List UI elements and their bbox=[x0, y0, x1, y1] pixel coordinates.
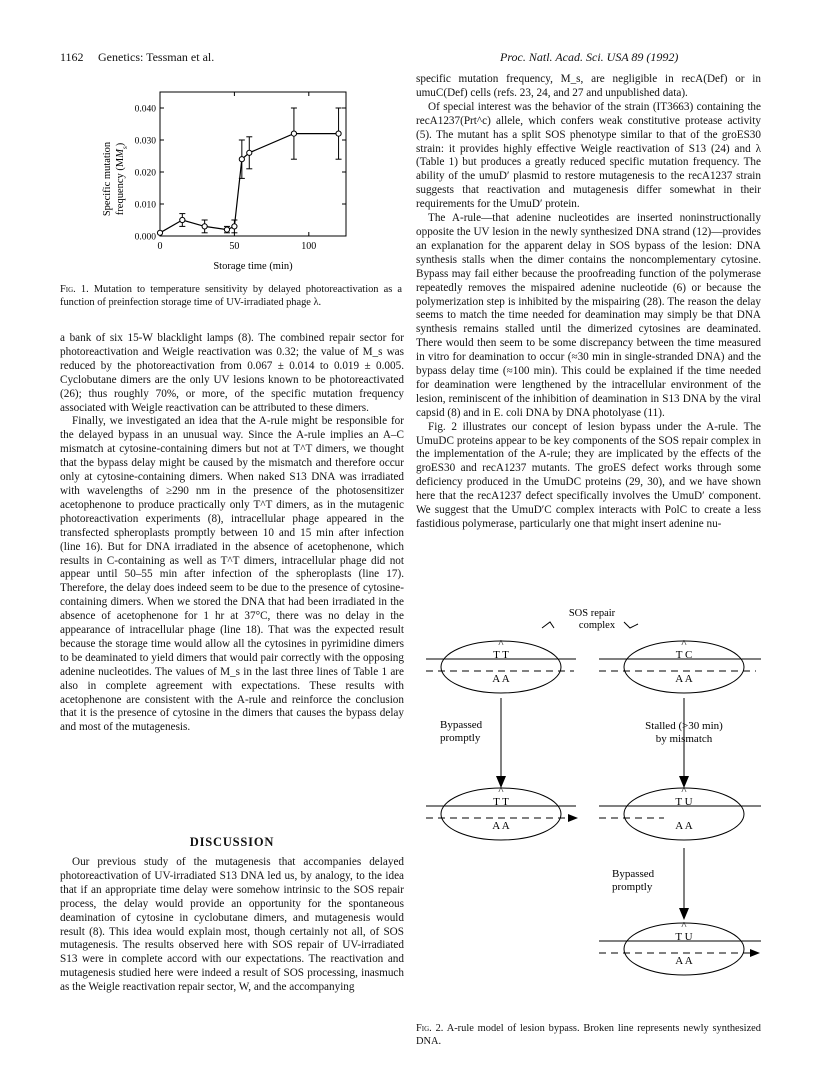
data-point bbox=[224, 227, 229, 232]
data-point bbox=[247, 150, 252, 155]
duplex-tt-bypassed bbox=[426, 785, 578, 840]
figure-1-chart bbox=[88, 84, 378, 274]
page-number: 1162 bbox=[60, 50, 84, 64]
data-point bbox=[291, 131, 296, 136]
arrow-bypassed-right bbox=[679, 848, 689, 920]
opposite-aa: A A bbox=[675, 673, 693, 685]
paragraph: Fig. 2 illustrates our concept of lesion bypass under the A-rule. The UmuDC proteins appear to be key components of the SOS repair complex in the implementation of the A-rule; they are implicated by the effects of the groES30 and recA1237 mutants. The groES defect works through some deficiency produced in the UmuDC proteins (29, 30), and we have shown here that the recA1237 defect specifically involves the UmuD′ component. We suggest that the UmuD′C complex interacts with PolC to create a less fastidious polymerase, particularly one that might insert adenine nu- bbox=[416, 420, 761, 530]
opposite-aa: A A bbox=[492, 820, 510, 832]
arrow-bypassed-left bbox=[496, 698, 506, 788]
dimer-tc: T C bbox=[675, 649, 693, 661]
figure-1-caption bbox=[60, 283, 402, 309]
bypassed-label-line2: promptly bbox=[612, 881, 653, 893]
hat-mark: ^ bbox=[681, 920, 687, 932]
x-tick-label: 100 bbox=[301, 241, 317, 252]
bypassed-label-line1: Bypassed bbox=[612, 868, 655, 880]
figure-2-text: A-rule model of lesion bypass. Broken line represents newly synthesized DNA. bbox=[416, 1023, 761, 1047]
y-axis-label-line1: Specific mutation bbox=[102, 141, 113, 217]
paragraph: Finally, we investigated an idea that the A-rule might be responsible for the delayed bypass in an unusual way. Since the A-rule implies an A–C mismatch at cytosine-containing dimers but not at T^T dimers, we thought that the bypass delay might be caused by the mismatch and therefore occur only at cytosine-containing dimers. When naked S13 DNA was irradiated with wavelengths of ≥290 nm in the presence of the photosensitizer acetophenone to produce practically only T^T dimers, as in the mutagenic photoreactivation experiments (8), intracellular phage appeared in the transfected spheroplasts promptly between 10 and 15 min after infection (line 16). But for DNA irradiated in the absence of acetophenone, which results in C-containing as well as T^T dimers, intracellular phage did not appear until 50–55 min after infection of the spheroplasts (line 17). Therefore, the delay does indeed seem to be due to the presence of cytosine-containing dimers. When we stored the DNA that had been irradiated in the absence of acetophenone for 1 hr at 37°C, there was no delay in the appearance of intracellular phage (line 18). That was the expected result because the storage time would allow all the cytosines in pyrimidine dimers to be deaminated to yield dimers that would pair correctly with the opposing adenine nucleotides. The values of M_s in the last three lines of Table 1 are also in complete agreement with expectations. These results with acetophenone are consistent with the A-rule and reinforce the conclusion that it is the presence of cytosine in the dimers that causes the bypass delay and most of the mutagenesis. bbox=[60, 415, 404, 734]
y-axis-label-line2: frequency $(MM_s)$ bbox=[115, 142, 129, 216]
data-point bbox=[336, 131, 341, 136]
sos-label-line2: complex bbox=[578, 620, 616, 631]
hat-mark: ^ bbox=[681, 785, 687, 797]
plot-frame bbox=[160, 92, 346, 236]
x-tick-label: 50 bbox=[229, 241, 240, 252]
data-point bbox=[157, 230, 162, 235]
paragraph: a bank of six 15-W blacklight lamps (8). The combined repair sector for photoreactivation and Weigle reactivation was 0.32; the value of M_s was reduced by the photoreactivation from 0.067 ± 0.014 to 0.019 ± 0.005. Cyclobutane dimers are the only UV lesions known to be photoreactivated (26); thus roughly 70%, or more, of the specific mutation frequency associated with Weigle reactivation can be attributed to these dimers. bbox=[60, 332, 404, 414]
bypassed-label-line1: Bypassed bbox=[440, 719, 483, 731]
duplex-tt-initial bbox=[426, 638, 576, 693]
duplex-tu-stalled bbox=[599, 785, 761, 840]
running-title: Genetics: Tessman et al. bbox=[98, 50, 215, 64]
duplex-tc-initial bbox=[599, 638, 761, 693]
paragraph: specific mutation frequency, M_s, are negligible in recA(Def) or in umuC(Def) cells (refs. 23, 24, and 27 and unpublished data). bbox=[416, 73, 761, 99]
dimer-tu: T U bbox=[675, 931, 693, 943]
bypassed-label-line2: promptly bbox=[440, 732, 481, 744]
opposite-aa: A A bbox=[492, 673, 510, 685]
opposite-aa: A A bbox=[675, 955, 693, 967]
paragraph: Our previous study of the mutagenesis that accompanies delayed photoreactivation of UV-irradiated S13 DNA led us, by analogy, to the idea that if an appropriate time delay were somehow intrinsic to the SOS repair process, the delay would provide an opportunity for the spontaneous deamination of cytosine in cyclobutane dimers, and mutagenesis would result (8). This idea would explain most, though certainly not all, of SOS mutagenesis. The results observed here with SOS repair of UV-irradiated S13 were in complete accord with our expectations. The reactivation and mutagenesis studied here were indeed a result of SOS processing, inasmuch as the Weigle reactivation repair sector, W, and the accompanying bbox=[60, 856, 404, 994]
y-tick-label: 0.040 bbox=[134, 104, 156, 115]
journal-citation: Proc. Natl. Acad. Sci. USA 89 (1992) bbox=[500, 50, 679, 64]
duplex-tu-bypassed bbox=[599, 920, 761, 975]
data-point bbox=[232, 224, 237, 229]
y-tick-label: 0.030 bbox=[134, 136, 156, 147]
figure-2-label: Fig. 2. bbox=[416, 1023, 444, 1034]
hat-mark: ^ bbox=[681, 638, 687, 650]
data-point bbox=[202, 224, 207, 229]
figure-2-caption bbox=[416, 1022, 761, 1048]
hat-mark: ^ bbox=[498, 638, 504, 650]
paragraph: The A-rule—that adenine nucleotides are inserted noninstructionally opposite the UV lesion in the newly synthesized DNA strand (12)—provides an explanation for the apparent delay in SOS bypass of the lesion: DNA synthesis stalls when the dimer contains the noncomplementary cytosine. Bypass may fail either because the proofreading function of the polymerase repeatedly removes the mispaired adenine nucleotide (6) or because the polymerization step is inhibited by the mispairing (28). The reason the delay seems to match the time needed for deamination may simply be that DNA synthesis remains stalled until the dimerized cytosines are deaminated. There would then seem to be some discrepancy between the time measured in vitro for deamination to occur (≈30 min in single-stranded DNA) and the bypass delay time (≈100 min). This could be explained if the time needed for deamination were lengthened by the intracellular environment of the lesion, reminiscent of the inhibition of deamination in S13 DNA by the viral capsid (8) and in E. coli DNA by DNA photolyase (11). bbox=[416, 212, 761, 419]
pointer-mark bbox=[542, 622, 554, 628]
x-axis-label: Storage time (min) bbox=[213, 261, 293, 272]
opposite-aa: A A bbox=[675, 820, 693, 832]
left-column-discussion bbox=[60, 836, 404, 1066]
right-column bbox=[416, 73, 761, 532]
stalled-label-line2: by mismatch bbox=[655, 733, 713, 745]
stalled-label-line1: Stalled (>30 min) bbox=[645, 720, 723, 732]
figure-2-diagram bbox=[416, 602, 766, 1002]
hat-mark: ^ bbox=[498, 785, 504, 797]
dimer-tt: T T bbox=[493, 649, 509, 661]
paragraph: Of special interest was the behavior of the strain (IT3663) containing the recA1237(Prt^c) allele, which confers weak constitutive protease activity (5). The mutant has a split SOS phenotype similar to that of the groES30 strain: it provides highly effective Weigle reactivation of S13 (24) and λ (Table 1) but produces a greatly reduced specific mutation frequency. The ability of the umuD′ plasmid to restore mutagenesis to the recA1237 strain suggests that reactivation and mutagenesis differ somewhat in their requirements for the UmuD′ protein. bbox=[416, 100, 761, 211]
y-tick-label: 0.020 bbox=[134, 168, 156, 179]
dimer-tt: T T bbox=[493, 796, 509, 808]
data-point bbox=[180, 217, 185, 222]
left-column bbox=[60, 332, 404, 735]
sos-label-line1: SOS repair bbox=[568, 608, 616, 619]
y-tick-label: 0.000 bbox=[134, 232, 156, 243]
x-tick-label: 0 bbox=[157, 241, 163, 252]
figure-1-label: Fig. 1. bbox=[60, 284, 89, 295]
data-point bbox=[239, 157, 244, 162]
pointer-mark bbox=[624, 622, 638, 628]
y-tick-label: 0.010 bbox=[134, 200, 156, 211]
discussion-heading: DISCUSSION bbox=[189, 835, 275, 849]
y-axis-title bbox=[102, 141, 129, 216]
dimer-tu: T U bbox=[675, 796, 693, 808]
figure-1-text: Mutation to temperature sensitivity by delayed photoreactivation as a function of preinfection storage time of UV-irradiated phage λ. bbox=[60, 284, 402, 308]
